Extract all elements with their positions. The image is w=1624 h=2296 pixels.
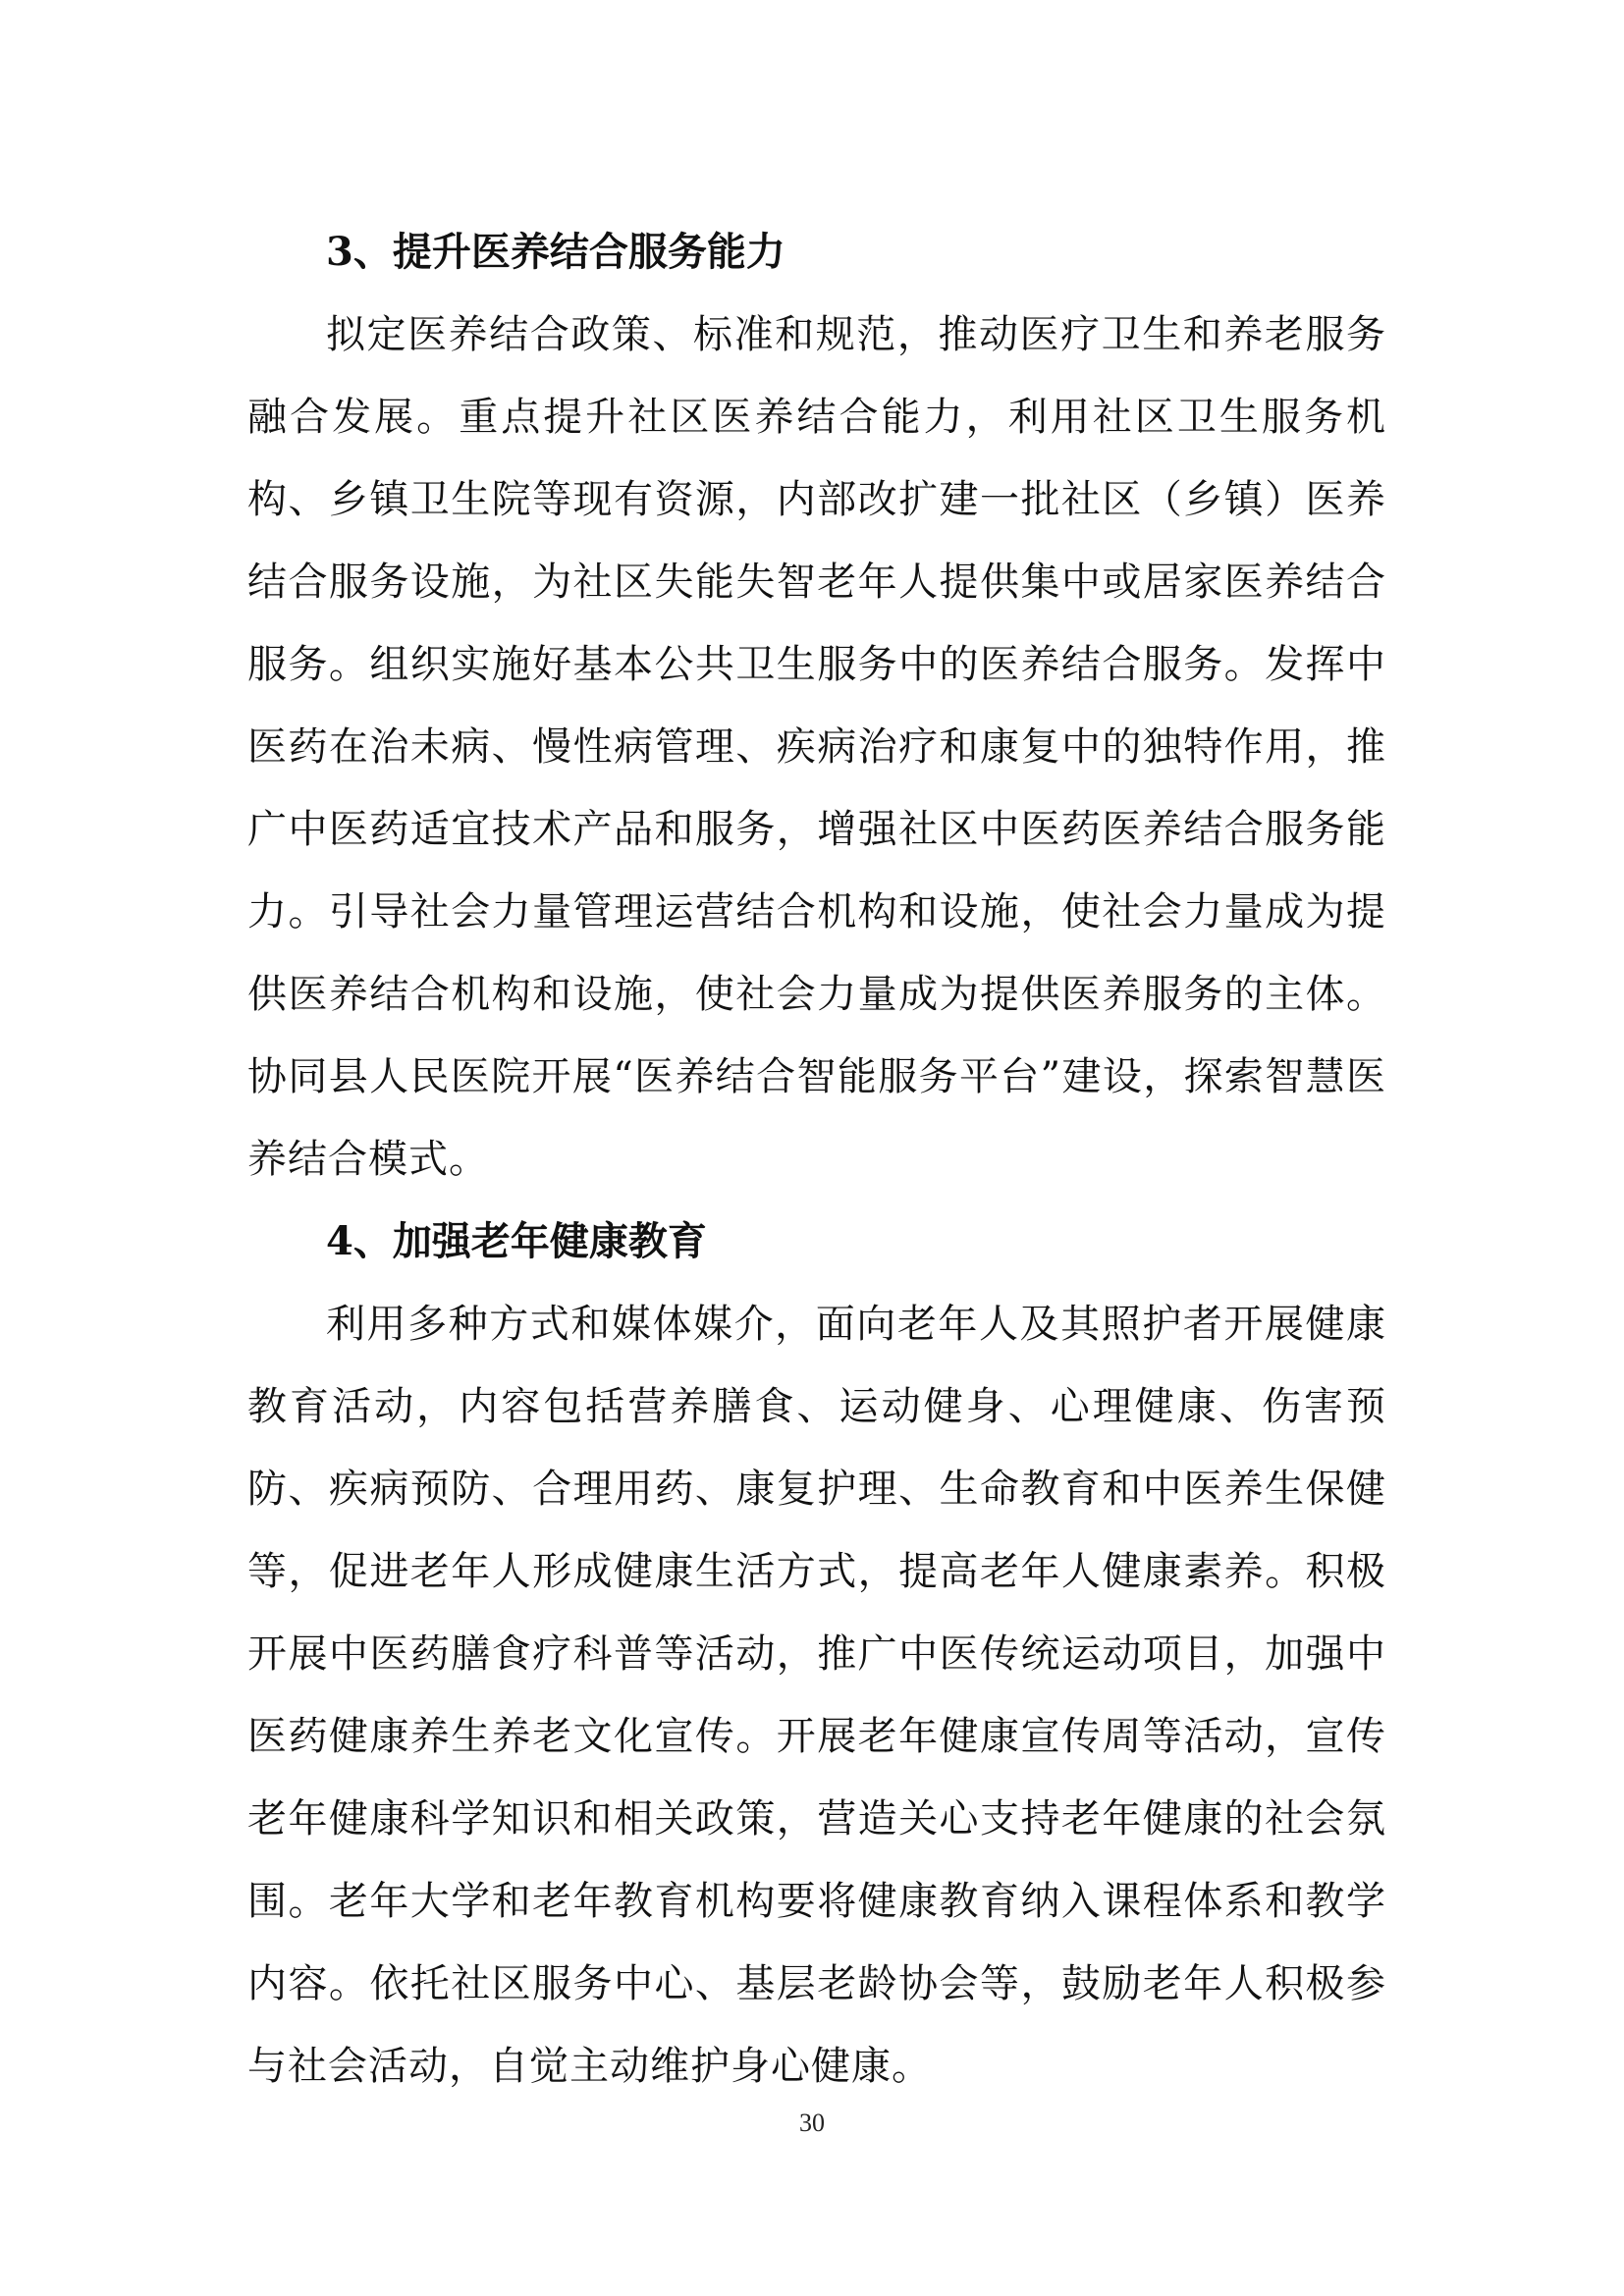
section-paragraph-3: 拟定医养结合政策、标准和规范，推动医疗卫生和养老服务融合发展。重点提升社区医养结合能力，利用社区卫生服务机构、乡镇卫生院等现有资源，内部改扩建一批社区（乡镇）医养结合服务设施，为社区失能失智老年人提供集中或居家医养结合服务。组织实施好基本公共卫生服务中的医养结合服务。发挥中医药在治未病、慢性病管理、疾病治疗和康复中的独特作用，推广中医药适宜技术产品和服务，增强社区中医药医养结合服务能力。引导社会力量管理运营结合机构和设施，使社会力量成为提供医养结合机构和设施，使社会力量成为提供医养服务的主体。协同县人民医院开展“医养结合智能服务平台”建设，探索智慧医养结合模式。 <box>247 312 1386 1182</box>
section-paragraph-4: 利用多种方式和媒体媒介，面向老年人及其照护者开展健康教育活动，内容包括营养膳食、运动健身、心理健康、伤害预防、疾病预防、合理用药、康复护理、生命教育和中医养生保健等，促进老年人形成健康生活方式，提高老年人健康素养。积极开展中医药膳食疗科普等活动，推广中医传统运动项目，加强中医药健康养生养老文化宣传。开展老年健康宣传周等活动，宣传老年健康科学知识和相关政策，营造关心支持老年健康的社会氛围。老年大学和老年教育机构要将健康教育纳入课程体系和教学内容。依托社区服务中心、基层老龄协会等，鼓励老年人积极参与社会活动，自觉主动维护身心健康。 <box>247 1302 1386 2089</box>
section-heading-4: 4、加强老年健康教育 <box>326 1218 707 1264</box>
document-body <box>247 211 1386 2108</box>
section-heading-3: 3、提升医养结合服务能力 <box>326 229 785 275</box>
page-number: 30 <box>799 2109 825 2137</box>
